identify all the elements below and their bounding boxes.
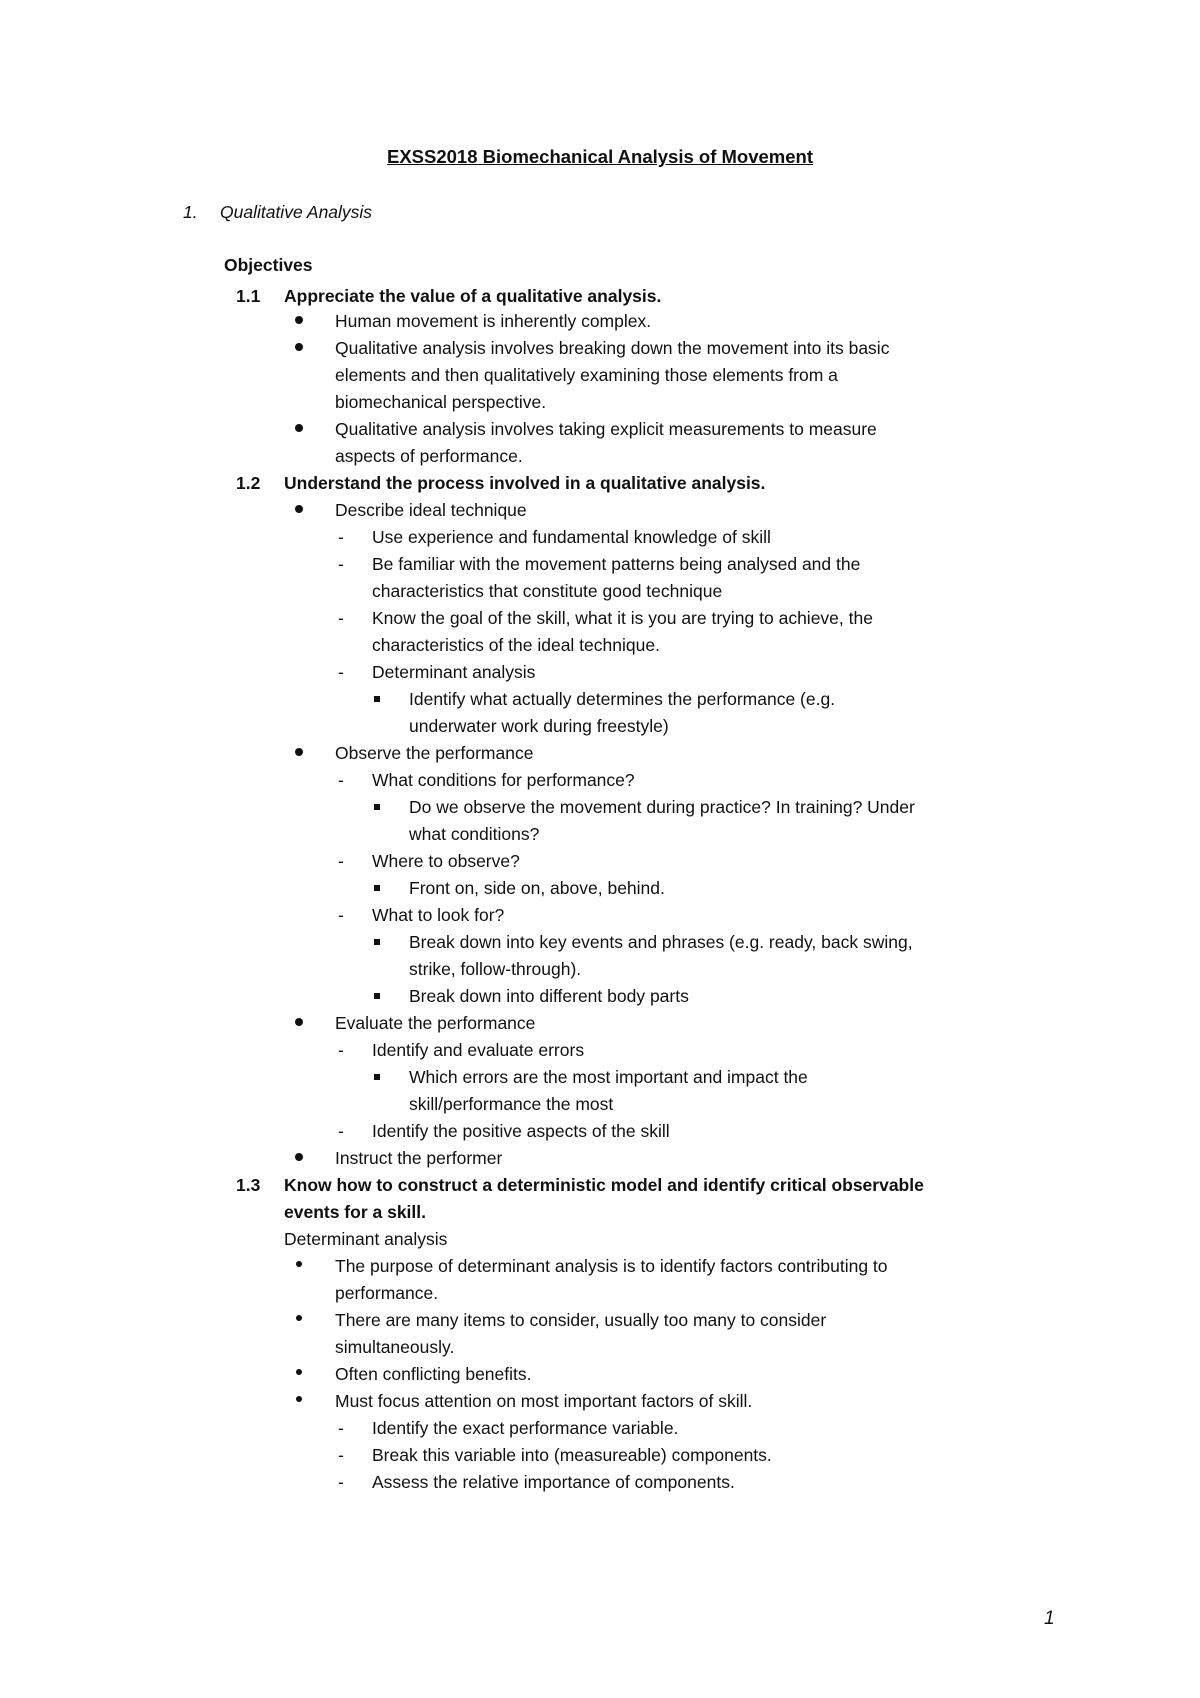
list-item: Identify and evaluate errors — [372, 1040, 585, 1060]
section-heading — [183, 200, 372, 224]
list-item: Human movement is inherently complex. — [335, 311, 652, 331]
objective-title-continuation: events for a skill. — [284, 1202, 427, 1222]
bullet-icon — [295, 748, 303, 756]
list-item: Break down into different body parts — [409, 986, 689, 1006]
bullet-icon — [296, 1369, 302, 1375]
square-bullet-icon — [374, 993, 380, 999]
list-item-continuation: characteristics that constitute good technique — [372, 581, 723, 601]
list-item: Know the goal of the skill, what it is you are trying to achieve, the — [372, 608, 873, 628]
dash-icon: - — [338, 1472, 344, 1492]
objective-1-2-heading — [236, 471, 765, 495]
list-item-continuation: what conditions? — [409, 824, 540, 844]
objective-title: Know how to construct a deterministic model and identify critical observable — [284, 1175, 924, 1195]
list-item: Use experience and fundamental knowledge of skill — [372, 527, 771, 547]
dash-icon: - — [338, 905, 344, 925]
list-item: Identify the positive aspects of the skill — [372, 1121, 670, 1141]
list-item: What to look for? — [372, 905, 505, 925]
list-item: Observe the performance — [335, 743, 534, 763]
dash-icon: - — [338, 851, 344, 871]
list-item: Which errors are the most important and impact the — [409, 1067, 808, 1087]
dash-icon: - — [338, 1121, 344, 1141]
list-item: Determinant analysis — [372, 662, 536, 682]
list-item: Evaluate the performance — [335, 1013, 536, 1033]
list-item-continuation: strike, follow-through). — [409, 959, 582, 979]
list-item: Be familiar with the movement patterns being analysed and the — [372, 554, 861, 574]
bullet-icon — [295, 1153, 303, 1161]
objective-title: Understand the process involved in a qualitative analysis. — [284, 473, 766, 493]
list-item: Assess the relative importance of components. — [372, 1472, 735, 1492]
dash-icon: - — [338, 554, 344, 574]
list-item-continuation: characteristics of the ideal technique. — [372, 635, 660, 655]
bullet-icon — [295, 1018, 303, 1026]
list-item: The purpose of determinant analysis is to identify factors contributing to — [335, 1256, 888, 1276]
list-item-continuation: performance. — [335, 1283, 439, 1303]
dash-icon: - — [338, 662, 344, 682]
list-item-continuation: aspects of performance. — [335, 446, 523, 466]
list-item: Qualitative analysis involves taking explicit measurements to measure — [335, 419, 877, 439]
objective-1-3-heading — [236, 1173, 924, 1197]
list-item: Where to observe? — [372, 851, 520, 871]
list-item: Describe ideal technique — [335, 500, 527, 520]
list-item: What conditions for performance? — [372, 770, 635, 790]
square-bullet-icon — [374, 1074, 380, 1080]
square-bullet-icon — [374, 696, 380, 702]
list-item: Break this variable into (measureable) components. — [372, 1445, 772, 1465]
list-item: Must focus attention on most important factors of skill. — [335, 1391, 753, 1411]
objectives-heading: Objectives — [224, 255, 313, 275]
objective-number: 1.3 — [236, 1175, 261, 1195]
objective-title: Appreciate the value of a qualitative analysis. — [284, 286, 662, 306]
list-item-continuation: underwater work during freestyle) — [409, 716, 669, 736]
bullet-icon — [295, 343, 303, 351]
list-item: Often conflicting benefits. — [335, 1364, 532, 1384]
dash-icon: - — [338, 1445, 344, 1465]
dash-icon: - — [338, 1040, 344, 1060]
objective-number: 1.2 — [236, 473, 261, 493]
square-bullet-icon — [374, 885, 380, 891]
bullet-icon — [296, 1396, 302, 1402]
document-title: EXSS2018 Biomechanical Analysis of Movement — [386, 146, 813, 167]
section-number: 1. — [183, 202, 198, 222]
page-number: 1 — [1044, 1608, 1055, 1629]
bullet-icon — [295, 424, 303, 432]
bullet-icon — [295, 505, 303, 513]
list-item: Identify what actually determines the performance (e.g. — [409, 689, 836, 709]
bullet-icon — [296, 1261, 302, 1267]
list-item: Break down into key events and phrases (e.g. ready, back swing, — [409, 932, 913, 952]
bullet-icon — [296, 1315, 302, 1321]
subsection-intro: Determinant analysis — [284, 1229, 448, 1249]
bullet-icon — [295, 316, 303, 324]
square-bullet-icon — [374, 804, 380, 810]
list-item-continuation: simultaneously. — [335, 1337, 455, 1357]
objective-number: 1.1 — [236, 286, 261, 306]
list-item: There are many items to consider, usually too many to consider — [335, 1310, 827, 1330]
objective-1-1-heading — [236, 284, 661, 308]
square-bullet-icon — [374, 939, 380, 945]
list-item-continuation: elements and then qualitatively examining those elements from a — [335, 365, 838, 385]
list-item: Front on, side on, above, behind. — [409, 878, 665, 898]
dash-icon: - — [338, 1418, 344, 1438]
list-item: Identify the exact performance variable. — [372, 1418, 679, 1438]
list-item-continuation: skill/performance the most — [409, 1094, 614, 1114]
list-item: Qualitative analysis involves breaking down the movement into its basic — [335, 338, 890, 358]
list-item: Do we observe the movement during practice? In training? Under — [409, 797, 915, 817]
section-label: Qualitative Analysis — [220, 202, 373, 222]
dash-icon: - — [338, 527, 344, 547]
dash-icon: - — [338, 608, 344, 628]
list-item-continuation: biomechanical perspective. — [335, 392, 547, 412]
dash-icon: - — [338, 770, 344, 790]
list-item: Instruct the performer — [335, 1148, 503, 1168]
